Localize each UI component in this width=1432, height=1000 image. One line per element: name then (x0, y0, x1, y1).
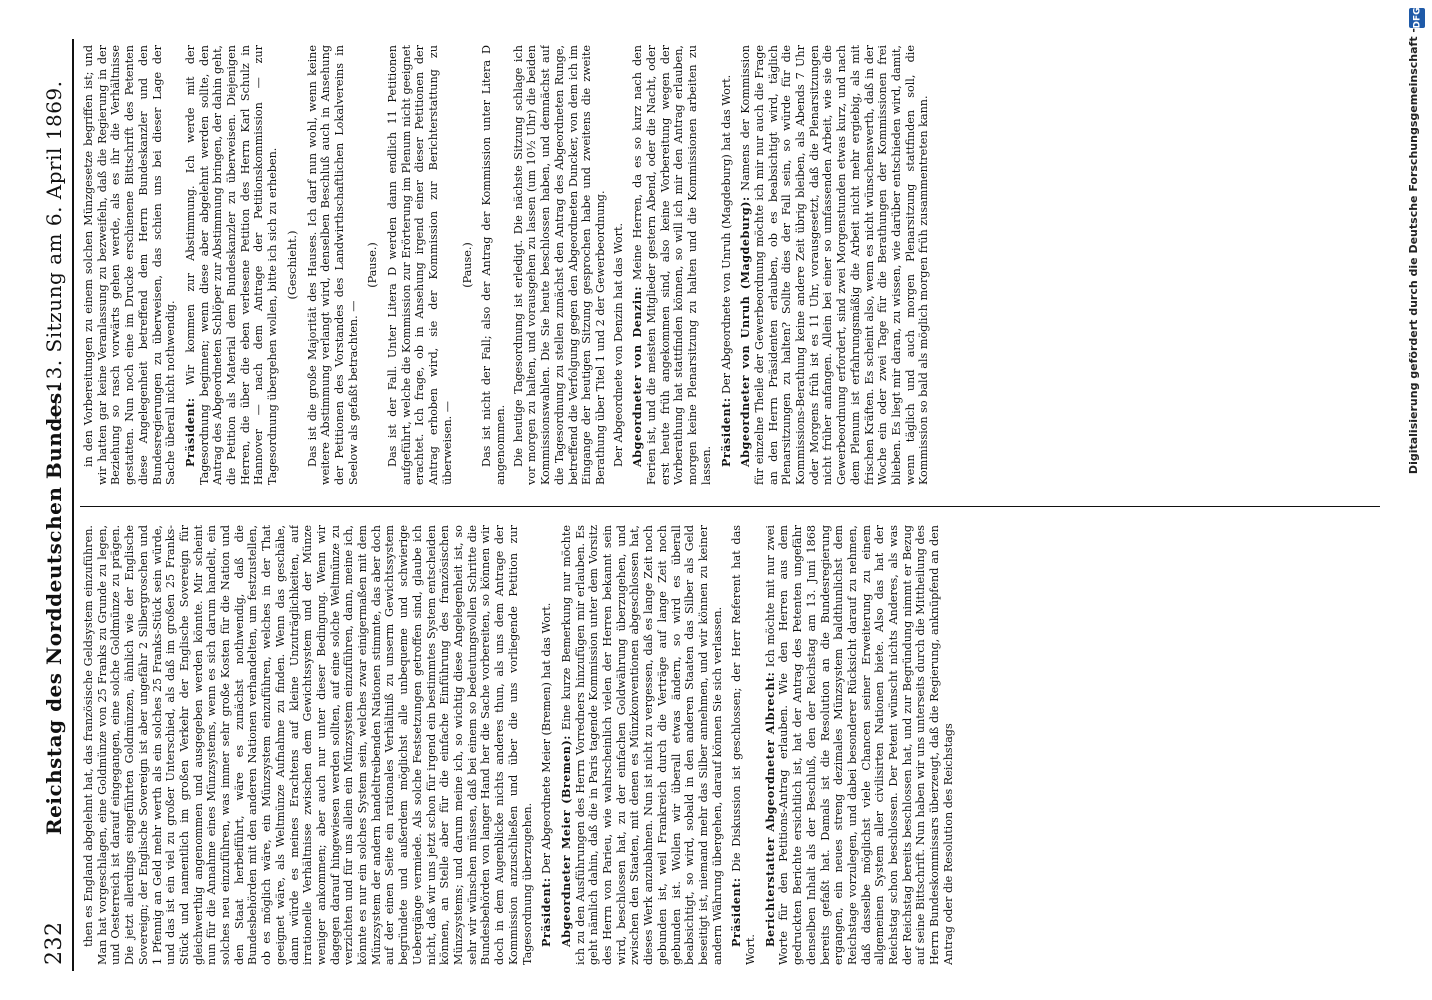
speaker-name: Präsident: (539, 877, 554, 947)
body-paragraph: Das ist nicht der Fall; also der Antrag der Kommission unter Litera D angenommen. (480, 45, 507, 485)
speech-paragraph (540, 525, 554, 965)
speech-text: Die Diskussion ist geschlossen; der Herr Referent hat das Wort. (730, 525, 758, 965)
header-rule (72, 39, 74, 971)
speech-paragraph (184, 45, 280, 485)
header-left-title: Reichstag des Norddeutschen Bundes. (42, 384, 66, 835)
speech-text: Namens der Kommission für einzelne Theile der Gewerbeordnung möchte ich mir nur auch die Frage an den Herrn Präsidenten erlauben, ob es beabsichtigt wird, täglich Plenarsitzungen zu halten? Sollte dies der Fall sein, so würde für die Kommissions-Berathung keine andere Zeit übrig bleiben, als Abends 7 Uhr oder Morgens früh ist es 11 Uhr, vorausgesetzt, daß die Plenarsitzungen nicht früher anfangen. Allein bei einer so umfassenden Arbeit, wie sie die Gewerbeordnung erfordert, sind zwei Morgenstunden etwas kurz, und nach dem Plenum ist erfahrungsmäßig die Arbeit nicht mehr ergiebig, als mit frischen Kräften. Es scheint also, wenn es nicht wünschenswerth, daß in der Woche ein oder zwei Tage für die Berathungen der Kommissionen frei blieben. Es liegt mir daran, zu wissen, wie darüber entschieden wird, damit, wenn täglich und auch morgen Plenarsitzung stattfinden soll, die Kommission so bald als möglich morgen früh zusammentreten kann. (739, 45, 931, 485)
stage-direction: (Pause.) (460, 242, 474, 288)
page-header (36, 45, 76, 965)
speaker-name: Präsident: (729, 877, 744, 947)
body-paragraph: then es England abgelehnt hat, das französische Geldsystem einzuführen. Man hat vorgeschlagen, eine Goldmünze von 25 Franks zu Grunde zu legen, und Oesterreich ist darauf eingegangen, eine solche Goldmünze zu prägen. Die jetzt allerdings eingeführten Goldmünzen, ähnlich wie der Englische Sovereign; der Englische Sovereign ist aber ungefähr 2 Silbergroschen und 1 Pfennig an Geld mehr werth als ein solches 25 Franks-Stück sein würde, und das ist ein viel zu großer Unterschied, als daß im großen 25 Franks-Stück und namentlich im großen Verkehr der Englische Sovereign für gleichwerthig angenommen und ausgegeben werden könnte. Mir scheint nun für die Annahme eines Münzsystems, wenn es sich darum handelt, ein solches neu einzuführen, was immer sehr große Kosten für die Nation und den Staat herbeiführt, wäre es zunächst nothwendig, daß die Bundesbehörden mit den anderen Nationen verhandelten, um festzustellen, ob es möglich wäre, ein Münzsystem einzuführen, welches in der That geeignet wäre, als Weltmünze Aufnahme zu finden. Wenn das geschähe, dann würde es meines Erachtens auf kleine Unzuträglichkeiten, auf irrationelle Verhältnisse zwischen dem Gewichtssystem und der Münze weniger ankommen; aber auch nur unter dieser Bedingung. Wenn wir dagegen darauf hingewiesen werden sollten, auf eine solche Weltmünze zu verzichten und für uns allein ein Münzsystem einzuführen, dann, meine ich, könnte es nur ein solches System sein, welches zwar einigermaßen mit dem Münzsystem der andern handeltreibenden Nationen stimmte, das aber doch auf der einen Seite ein rationales Verhältniß zu unserm Gewichtssystem begründete und außerdem möglichst alle unbequeme und schwierige Uebergänge vermiede. Als solche Festsetzungen getroffen sind, glaube ich nicht, daß wir uns jetzt schon für irgend ein bestimmtes System entscheiden können, an Stelle aber für die einfache Einführung des französischen Münzsystems; und darum meine ich, so wichtig diese Angelegenheit ist, so sehr wir wünschen müssen, daß bei einem so bedeutungsvollen Schritte die Bundesbehörden von langer Hand her die Sache vorbereiten, so können wir doch in dem Augenblicke nichts anderes thun, als uns dem Antrage der Kommission anzuschließen und über die uns vorliegende Petition zur Tagesordnung überzugehen. (82, 525, 534, 965)
column-divider (80, 506, 1380, 507)
page-number: 232 (42, 921, 67, 965)
dfg-logo-text: DFG (1412, 7, 1423, 29)
right-text-column (82, 45, 1382, 485)
body-paragraph: Das ist die große Majorität des Hauses. Ich darf nun wohl, wenn keine weitere Abstimmung verlangt wird, denselben Beschluß auch in Ansehung der Petitionen des Vorstandes des Landwirthschaftlichen Lokalvereins in Seelow als gefaßt betrachten. — (305, 45, 360, 485)
speech-text: Der Abgeordnete von Unruh (Magdeburg) hat das Wort. (719, 74, 733, 394)
body-paragraph: Das ist der Fall. Unter Litera D werden dann endlich 11 Petitionen aufgeführt, welche die Kommission zur Erörterung im Plenum nicht geeignet erachtet. Ich frage, ob in Ansehung irgend einer dieser Petitionen der Antrag erhoben wird, sie der Kommission zur Berichterstattung zu überweisen. — (386, 45, 454, 485)
speaker-name: Präsident: (718, 397, 733, 467)
header-right-title: — 13. Sitzung am 6. April 1869. (42, 80, 66, 420)
speech-text: Eine kurze Bemerkung nur möchte ich zu den Ausführungen des Herrn Vorredners hinzufügen mir erlauben. Es geht nämlich dahin, daß die in Paris tagende Kommission unter dem Vorsitz des Herrn von Parieu, wie wahrscheinlich vielen der Herren bekannt sein wird, beschlossen hat, zu der einfachen Goldwährung überzugehen, und zwischen den Staaten, mit denen es Münzkonventionen abgeschlossen hat, dieses Werk anzubahnen. Nun ist nicht zu vergessen, daß es lange Zeit noch gebunden ist, weil Frankreich durch die Verträge auf lange Zeit noch gebunden ist. Wollen wir überall etwas ändern, so wird es überall beabsichtigt, so wird, sobald in den anderen Staaten das Silber als Geld beseitigt ist, niemand mehr das Silber annehmen, und wir können zu keiner andern Währung übergehen, darauf können Sie sich verlassen. (559, 525, 724, 965)
speech-paragraph (739, 45, 931, 485)
stage-direction: (Pause.) (366, 242, 380, 288)
speech-text: Meine Herren, da es so kurz nach den Ferien ist, und die meisten Mitglieder gestern Abend, oder die Nacht, oder erst heute früh angekommen sind, also keine Vorbereitung wegen der Vorberathung hat stattfinden können, so will ich mir den Antrag erlauben, morgen keine Plenarsitzung zu halten und die Kommissionen arbeiten zu lassen. (631, 45, 713, 485)
body-paragraph: in den Vorbereitungen zu einem solchen Münzgesetze begriffen ist; und wir hatten gar keine Veranlassung zu bezweifeln, daß die Regierung in der Beziehung so rasch vorwärts gehen werde, als es ihr die Verhältnisse gestatten. Nun noch eine im Drucke erschienene Bittschrift des Petenten diese Angelegenheit betreffend dem Herrn Bundeskanzler und den Bundesregierungen zu überweisen, das schien uns bei dieser Lage der Sache überall nicht nothwendig. (82, 45, 178, 485)
dfg-logo (1409, 8, 1425, 28)
body-paragraph: Die heutige Tagesordnung ist erledigt. Die nächste Sitzung schlage ich vor morgen zu halten, und vorausgehen zu lassen (um 10½ Uhr) die beiden Kommissionswahlen. Die Sie heute beschlossen haben, und demnächst auf die Tagesordnung zu stellen zunächst den Antrag des Abgeordneten Runge, betreffend die Verfolgung gegen den Abgeordneten Duncker, von dem ich im Eingange der heutigen Sitzung gesprochen habe und zweitens die zweite Berathung über Titel 1 und 2 der Gewerbeordnung. (511, 45, 607, 485)
speech-text: Ich möchte mit nur zwei Worte für den Petitions-Antrag erlauben. Wie den Herren aus dem gedruckten Berichte ersichtlich ist, hat der Antrag des Petenten ungefähr denselben Inhalt als der Beschluß, den der Reichstag am 13. Juni 1868 bereits gefaßt hat. Damals ist die Resolution an die Bundesregierung ergangen, ein neues streng dezimales Münzsystem baldthunlichst dem Reichstage vorzulegen, und dabei besonderer Rücksicht darauf zu nehmen, daß dasselbe möglichst viele Chancen seiner Erweiterung zu einem allgemeinen System aller civilisirten Nationen biete. Also das hat der Reichstag schon beschlossen. Der Petent wünscht nichts Anderes, als was der Reichstag bereits beschlossen hat, und zur Begründung nimmt er Bezug auf seine Bittschrift. Nun haben wir uns unterseits durch die Mittheilung des Herrn Bundeskommissars überzeugt, daß die Regierung, anknüpfend an den Antrag oder die Resolution des Reichstags (763, 525, 955, 965)
speech-paragraph (720, 45, 734, 485)
stage-direction: (Geschieht.) (285, 230, 299, 300)
credit-text: Digitalisierung gefördert durch die Deutsche Forschungsgemeinschaft - (1407, 28, 1420, 475)
speech-paragraph (560, 525, 724, 965)
speaker-name: Abgeordneter Meier (Bremen): (558, 735, 573, 947)
speaker-name: Berichterstatter Abgeordneter Albrecht: (762, 671, 777, 947)
body-paragraph: Der Abgeordnete von Denzin hat das Wort. (611, 222, 625, 467)
speaker-name: Präsident: (182, 397, 197, 467)
speech-text: Der Abgeordnete Meier (Bremen) hat das Wort. (540, 602, 554, 874)
document-page (22, 25, 1392, 985)
speech-paragraph (631, 45, 713, 485)
left-text-column (82, 525, 1382, 965)
speaker-name: Abgeordneter von Denzin: (630, 286, 645, 467)
speech-text: Wir kommen zur Abstimmung. Ich werde mit der Tagesordnung beginnen; wenn diese aber abgelehnt werden sollte, den Antrag des Abgeordneten Schlöper zur Abstimmung bringen, der dahin geht, die Petition als Material dem Bundeskanzler zu überweisen. Diejenigen Herren, die über die eben verlesene Petition des Herrn Karl Schulz in Hannover — nach dem Antrage der Petitionskommission — zur Tagesordnung übergehen wollen, bitte ich sich zu erheben. (183, 45, 280, 485)
speech-paragraph (730, 525, 757, 965)
speech-paragraph (764, 525, 956, 965)
speaker-name: Abgeordneter von Unruh (Magdeburg): (738, 196, 753, 467)
digitization-credit (1403, 28, 1425, 988)
